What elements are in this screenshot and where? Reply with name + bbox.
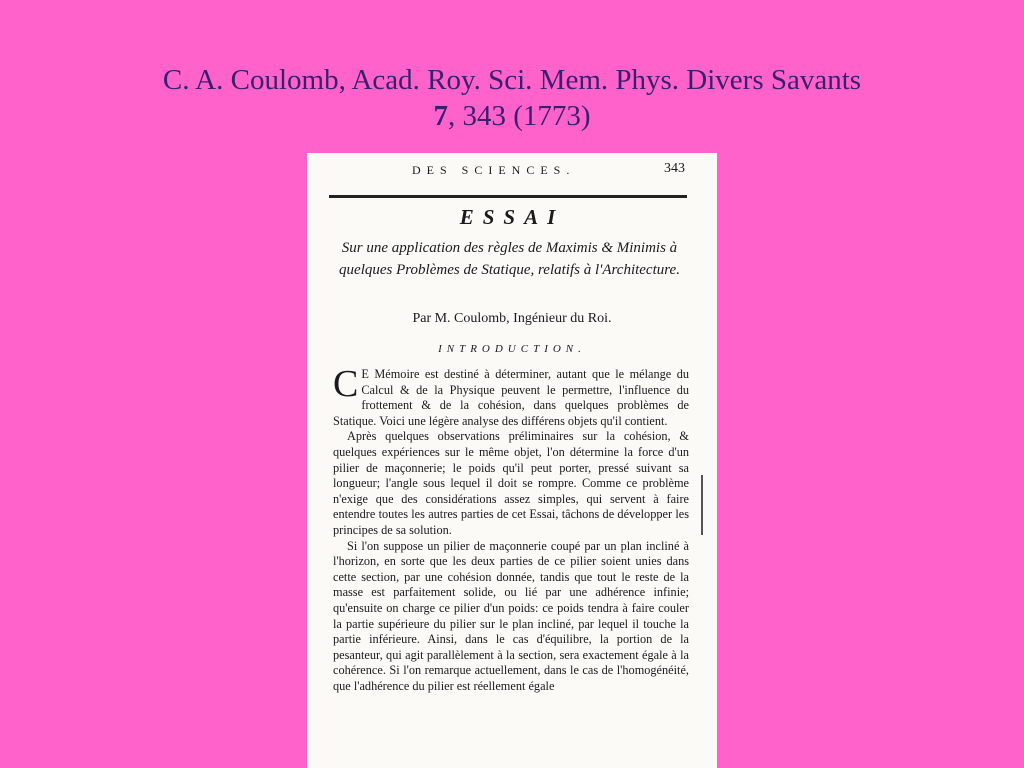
slide-title [0,62,1024,134]
header-rule [329,195,687,198]
essay-title: ESSAI [459,205,565,229]
volume-number: 7 [433,100,448,132]
paragraph-1-text: E Mémoire est destiné à déterminer, autant que le mélange du Calcul & de la Physique peuvent le permettre, l'influence du frottement & de la cohésion, dans quelques problèmes de Statique. Voici une légère analyse des différens objets qu'il contient. [333,367,689,428]
drop-cap: C [333,363,359,405]
page-year: , 343 (1773) [447,100,591,132]
slide-title-line1: C. A. Coulomb, Acad. Roy. Sci. Mem. Phys. Divers Savants [162,64,862,96]
paragraph-3: Si l'on suppose un pilier de maçonnerie coupé par un plan incliné à l'horizon, en sorte que les deux parties de ce pilier soient unies dans cette section, par une cohésion donnée, tandis que tout le reste de la masse est parfaitement solide, ou lié par une adhérence infinie; qu'ensuite on charge ce pilier d'un poids: ce poids tendra à faire couler la partie supérieure du pilier sur le plan incliné, par lequel il touche la partie inférieure. Ainsi, dans le cas d'équilibre, la portion de la pesanteur, qui agit parallèlement à la section, sera exactement égale à la cohérence. Si l'on remarque actuellement, dans le cas de l'homogénéité, que l'adhérence du pilier est réellement égale [333,538,689,693]
scanned-page [307,153,717,768]
byline: Par M. Coulomb, Ingénieur du Roi. [412,311,612,326]
body-text [333,363,689,694]
margin-mark [701,475,703,535]
paragraph-1 [333,363,689,429]
essay-subtitle: Sur une application des règles de Maximis & Minimis à quelques Problèmes de Statique, relatifs à l'Architecture. [339,240,680,278]
slide-title-line2 [0,98,1024,134]
page-number: 343 [664,161,685,176]
section-heading: INTRODUCTION. [438,343,586,355]
paragraph-2: Après quelques observations préliminaires sur la cohésion, & quelques expériences sur le même objet, l'on détermine la force d'un pilier de maçonnerie; le poids qu'il peut porter, pressé suivant sa longueur; l'angle sous lequel il doit se rompre. Comme ce problème n'exige que des considérations assez simples, qui servent à faire entendre toutes les autres parties de cet Essai, tâchons de développer les principes de sa solution. [333,429,689,537]
running-head: DES SCIENCES. [412,163,576,177]
page-header [307,163,717,183]
